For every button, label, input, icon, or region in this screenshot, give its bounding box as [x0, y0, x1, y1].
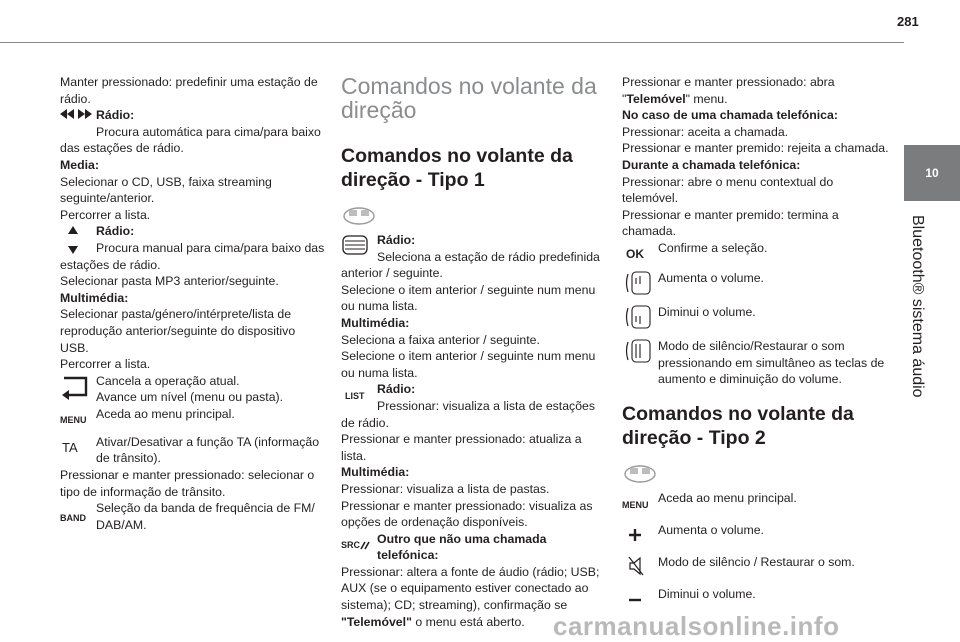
plus-icon [628, 528, 642, 542]
text: Aumenta o volume. [658, 270, 764, 285]
text: Aumenta o volume. [658, 522, 764, 537]
seek-arrows-icon [60, 109, 92, 119]
column-2 [341, 74, 603, 630]
text: Percorrer a lista. [60, 357, 151, 372]
text: " menu. [685, 91, 728, 106]
mute2-block [622, 554, 890, 586]
menu-icon: MENU [60, 414, 87, 425]
text: Pressionar: altera a fonte de áudio (rádio; USB; AUX (se o equipamento estiver conectado ao sistema); CD; streaming), confirmação se [341, 564, 600, 613]
volume-up-wheel-icon [622, 270, 654, 296]
label: Media: [60, 157, 99, 172]
text: Pressionar e manter pressionado: abra " [622, 75, 835, 106]
text: Procura manual para cima/para baixo das [96, 240, 325, 255]
text-bold: "Telemóvel" [341, 614, 412, 629]
vol-up-block [622, 270, 890, 304]
paragraph: Manter pressionado: predefinir uma estação de rádio. [60, 75, 318, 106]
text: estações de rádio. [60, 257, 161, 272]
text: Pressionar e manter pressionado: visualiza as opções de ordenação disponíveis. [341, 498, 593, 530]
src-icon-label: SRC [341, 539, 361, 550]
text: Seleciona a faixa anterior / seguinte. [341, 332, 540, 347]
radio-block [341, 232, 603, 282]
column-3 [622, 74, 890, 618]
subtitle-type-2: Comandos no volante da direção - Tipo 2 [622, 402, 854, 449]
steering-wheel-2-icon [622, 462, 658, 484]
text: Seleciona a estação de rádio predefinida [377, 249, 600, 264]
label: Outro que não uma chamada telefónica: [377, 531, 547, 563]
text: Diminui o volume. [658, 586, 756, 601]
text: de rádio. [341, 415, 389, 430]
label: Multimédia: [341, 465, 410, 480]
text: Percorrer a lista. [60, 207, 151, 222]
src-icon [341, 537, 370, 554]
label: Durante a chamada telefónica: [622, 157, 801, 172]
mute-block [622, 338, 890, 388]
text: Selecionar pasta/género/intérprete/lista de reprodução anterior/seguinte do dispositivo USB. [60, 307, 296, 355]
subtitle-type-1: Comandos no volante da direção - Tipo 1 [341, 145, 573, 191]
menu2-block [622, 490, 890, 522]
text: Modo de silêncio/Restaurar o som [658, 338, 845, 353]
text: Pressionar: abre o menu contextual do telemóvel. [622, 174, 834, 206]
text: Modo de silêncio / Restaurar o som. [658, 554, 855, 569]
header-divider [0, 42, 904, 43]
watermark: carmanualsonline.info [553, 611, 840, 641]
label: No caso de uma chamada telefónica: [622, 108, 838, 123]
chapter-title-wrap [902, 215, 932, 515]
page-number: 281 [897, 14, 919, 29]
text: Diminui o volume. [658, 304, 756, 319]
text: Pressionar e manter premido: termina a chamada. [622, 207, 839, 239]
plus-block [622, 522, 890, 554]
text: Pressionar: aceita a chamada. [622, 124, 789, 139]
text-bold: Telemóvel [626, 91, 686, 106]
text: Selecionar o CD, USB, faixa streaming seguinte/anterior. [60, 174, 272, 206]
band-icon: BAND [60, 513, 86, 524]
text: Confirme a seleção. [658, 240, 768, 255]
menu-block [60, 406, 325, 430]
text: o menu está aberto. [411, 614, 525, 629]
text: Avance um nível (menu ou pasta). [96, 390, 284, 405]
text: Selecionar pasta MP3 anterior/seguinte. [60, 274, 279, 289]
label: Rádio: [96, 108, 135, 123]
label: Multimédia: [60, 290, 129, 305]
menu-icon: MENU [622, 499, 649, 510]
text: Procura automática para cima/para baixo [96, 124, 321, 139]
list-block [341, 381, 603, 431]
chapter-tab: 10 [904, 145, 960, 201]
up-down-arrows-icon [68, 226, 78, 254]
section-title: Comandos no volante da direção [341, 73, 597, 123]
text: anterior / seguinte. [341, 266, 443, 281]
text: Aceda ao menu principal. [658, 490, 797, 505]
volume-down-wheel-icon [622, 304, 654, 330]
label: Rádio: [96, 224, 135, 239]
label: Rádio: [377, 382, 416, 397]
text: Selecione o item anterior / seguinte num menu ou numa lista. [341, 349, 596, 380]
text: Pressionar e manter premido: rejeita a chamada. [622, 141, 889, 156]
label: Multimédia: [341, 315, 410, 330]
steering-wheel-icon [341, 204, 377, 226]
vol-down-block [622, 304, 890, 338]
mute-speaker-icon [628, 556, 644, 576]
minus-icon [628, 598, 642, 602]
text: Pressionar e manter pressionado: atualiza a lista. [341, 432, 582, 463]
text: Selecione o item anterior / seguinte num menu ou numa lista. [341, 282, 596, 314]
text: Pressionar: visualiza a lista de pastas. [341, 481, 550, 496]
ok-icon: OK [626, 246, 644, 261]
ok-block [622, 240, 890, 270]
text: Cancela a operação atual. [96, 373, 240, 388]
text: Seleção da banda de frequência de FM/ DAB/AM. [96, 501, 315, 532]
text: Pressionar: visualiza a lista de estações [377, 398, 596, 413]
ta-block [60, 434, 325, 467]
text: Aceda ao menu principal. [96, 406, 235, 421]
list-icon: LIST [345, 391, 365, 402]
ta-icon: TA [62, 439, 78, 455]
label: Rádio: [377, 233, 416, 247]
text: pressionando em simultâneo as teclas de aumento e diminuição do volume. [658, 355, 885, 387]
scroll-wheel-icon [341, 234, 369, 256]
seek-block [60, 107, 325, 157]
back-block [60, 373, 325, 406]
band-block [60, 500, 325, 533]
mute-wheel-icon [622, 338, 654, 364]
text: Pressionar e manter pressionado: selecionar o tipo de informação de trânsito. [60, 468, 315, 499]
text: das estações de rádio. [60, 141, 184, 156]
src-block [341, 531, 603, 564]
manual-block [60, 223, 325, 273]
chapter-title: Bluetooth® sistema áudio [909, 215, 926, 398]
text: Ativar/Desativar a função TA (informação de trânsito). [96, 434, 320, 466]
column-1 [60, 74, 325, 533]
back-arrow-icon [60, 375, 90, 401]
